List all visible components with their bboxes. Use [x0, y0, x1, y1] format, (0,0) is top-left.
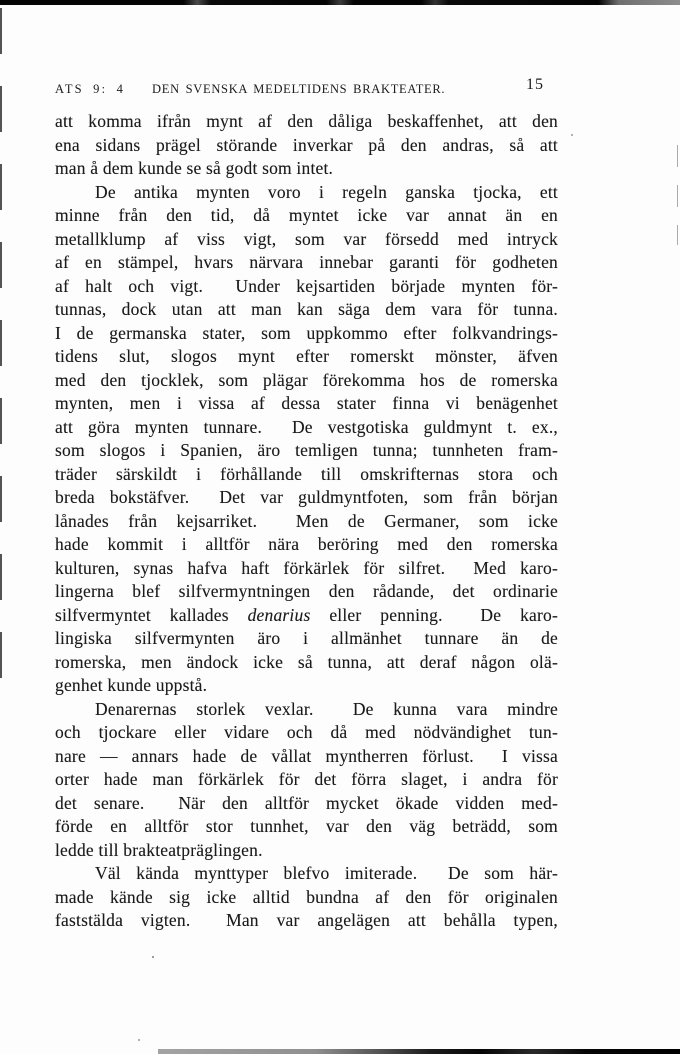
scan-speck	[571, 134, 573, 136]
text-line	[55, 557, 558, 581]
scan-artifact-left-edge	[0, 8, 2, 708]
text-segment: faststälda vigten. Man var angelägen att behålla typen,	[55, 910, 558, 930]
text-line	[55, 463, 558, 487]
text-segment: ledde till brakteatpräglingen.	[55, 839, 263, 860]
text-segment: träder särskildt i förhållande till omskrifternas stora och	[55, 463, 558, 484]
text-segment: nare — annars hade de vållat myntherren förlust. I vissa	[55, 745, 558, 766]
text-line	[55, 651, 558, 675]
text-segment: breda bokstäfver. Det var guldmyntfoten, som från början	[55, 487, 558, 507]
text-line	[55, 886, 558, 910]
text-segment: genhet kunde uppstå.	[55, 675, 208, 695]
text-segment: Denarernas storlek vexlar. De kunna vara mindre	[95, 698, 558, 719]
text-segment: med den tjocklek, som plägar förekomma hos de romerska	[55, 369, 558, 390]
text-line	[55, 815, 558, 839]
text-line	[55, 392, 558, 416]
text-line	[55, 416, 558, 440]
text-line	[55, 345, 558, 369]
text-segment: mynten, men i vissa af dessa stater finna vi benägenhet	[55, 393, 558, 413]
scan-speck	[138, 1039, 140, 1041]
text-segment: det senare. När den alltför mycket ökade vidden med-	[55, 792, 558, 813]
text-segment: minne från den tid, då myntet icke var annat än en	[55, 205, 558, 225]
text-line	[55, 228, 558, 252]
text-line	[55, 862, 558, 886]
text-segment: made kände sig icke alltid bundna af den för originalen	[55, 886, 558, 907]
text-line	[55, 298, 558, 322]
scan-artifact-bottom-edge	[158, 1049, 680, 1054]
text-line	[55, 439, 558, 463]
running-title: DEN SVENSKA MEDELTIDENS BRAKTEATER.	[152, 82, 446, 96]
text-segment: metallklump af viss vigt, som var försedd med intryck	[55, 228, 558, 249]
text-segment: I de germanska stater, som uppkommo efter folkvandrings-	[55, 322, 558, 343]
scan-speck	[152, 956, 154, 958]
text-line	[55, 909, 558, 933]
text-line	[55, 157, 558, 181]
text-segment: tunnas, dock utan att man kan säga dem vara för tunna.	[55, 299, 558, 319]
text-line	[55, 322, 558, 346]
text-segment: De antika mynten voro i regeln ganska tjocka, ett	[95, 181, 558, 202]
text-segment: att komma ifrån mynt af den dåliga beskaffenhet, att den	[55, 111, 558, 131]
text-line	[55, 604, 558, 628]
text-line	[55, 580, 558, 604]
text-line	[55, 533, 558, 557]
text-segment: Väl kända mynttyper blefvo imiterade. De som här-	[95, 863, 558, 883]
paragraph	[55, 862, 558, 933]
text-line	[55, 110, 558, 134]
text-segment: man å dem kunde se så godt som intet.	[55, 158, 334, 178]
text-line	[55, 698, 558, 722]
text-line	[55, 204, 558, 228]
text-segment: tidens slut, slogos mynt efter romerskt mönster, äfven	[55, 346, 558, 366]
text-segment: hade kommit i alltför nära beröring med den romerska	[55, 534, 558, 554]
text-line	[55, 134, 558, 158]
text-segment: lingiska silfvermynten äro i allmänhet tunnare än de	[55, 628, 558, 648]
text-segment: kulturen, synas hafva haft förkärlek för silfret. Med karo-	[55, 557, 558, 578]
running-header	[55, 76, 560, 97]
scan-artifact-right-edge	[677, 145, 678, 245]
italic-term: denarius	[247, 604, 311, 625]
text-line	[55, 251, 558, 275]
series-reference: ATS 9: 4	[55, 82, 126, 96]
text-line	[55, 721, 558, 745]
text-segment: förde en alltför stor tunnhet, var den väg beträdd, som	[55, 816, 558, 836]
page-number: 15	[526, 76, 544, 93]
text-line	[55, 486, 558, 510]
text-segment: af halt och vigt. Under kejsartiden började mynten för-	[55, 275, 558, 296]
text-segment: lånades från kejsarriket. Men de Germaner, som icke	[55, 510, 558, 531]
text-line	[55, 792, 558, 816]
text-line	[55, 181, 558, 205]
text-segment: lingerna blef silfvermyntningen den rådande, det ordinarie	[55, 581, 558, 601]
paragraph	[55, 181, 558, 698]
text-segment: och tjockare eller vidare och då med nödvändighet tun-	[55, 722, 558, 742]
text-line	[55, 510, 558, 534]
text-segment: orter hade man förkärlek för det förra slaget, i andra för	[55, 769, 558, 789]
paragraph	[55, 698, 558, 863]
page-body-text	[55, 110, 558, 933]
scan-artifact-top-edge	[0, 0, 680, 5]
text-line	[55, 839, 558, 863]
paragraph	[55, 110, 558, 181]
text-segment: ena sidans prägel störande inverkar på den andras, så att	[55, 134, 558, 155]
text-line	[55, 369, 558, 393]
text-line	[55, 674, 558, 698]
text-segment: som slogos i Spanien, äro temligen tunna; tunnheten fram-	[55, 440, 558, 460]
text-segment: silfvermyntet kallades	[55, 604, 248, 625]
text-segment: eller penning. De karo-	[310, 604, 558, 625]
text-line	[55, 768, 558, 792]
text-line	[55, 275, 558, 299]
text-segment: af en stämpel, hvars närvara innebar garanti för godheten	[55, 252, 558, 272]
text-line	[55, 627, 558, 651]
text-line	[55, 745, 558, 769]
text-segment: att göra mynten tunnare. De vestgotiska guldmynt t. ex.,	[55, 416, 558, 437]
text-segment: romerska, men ändock icke så tunna, att deraf någon olä-	[55, 651, 558, 672]
